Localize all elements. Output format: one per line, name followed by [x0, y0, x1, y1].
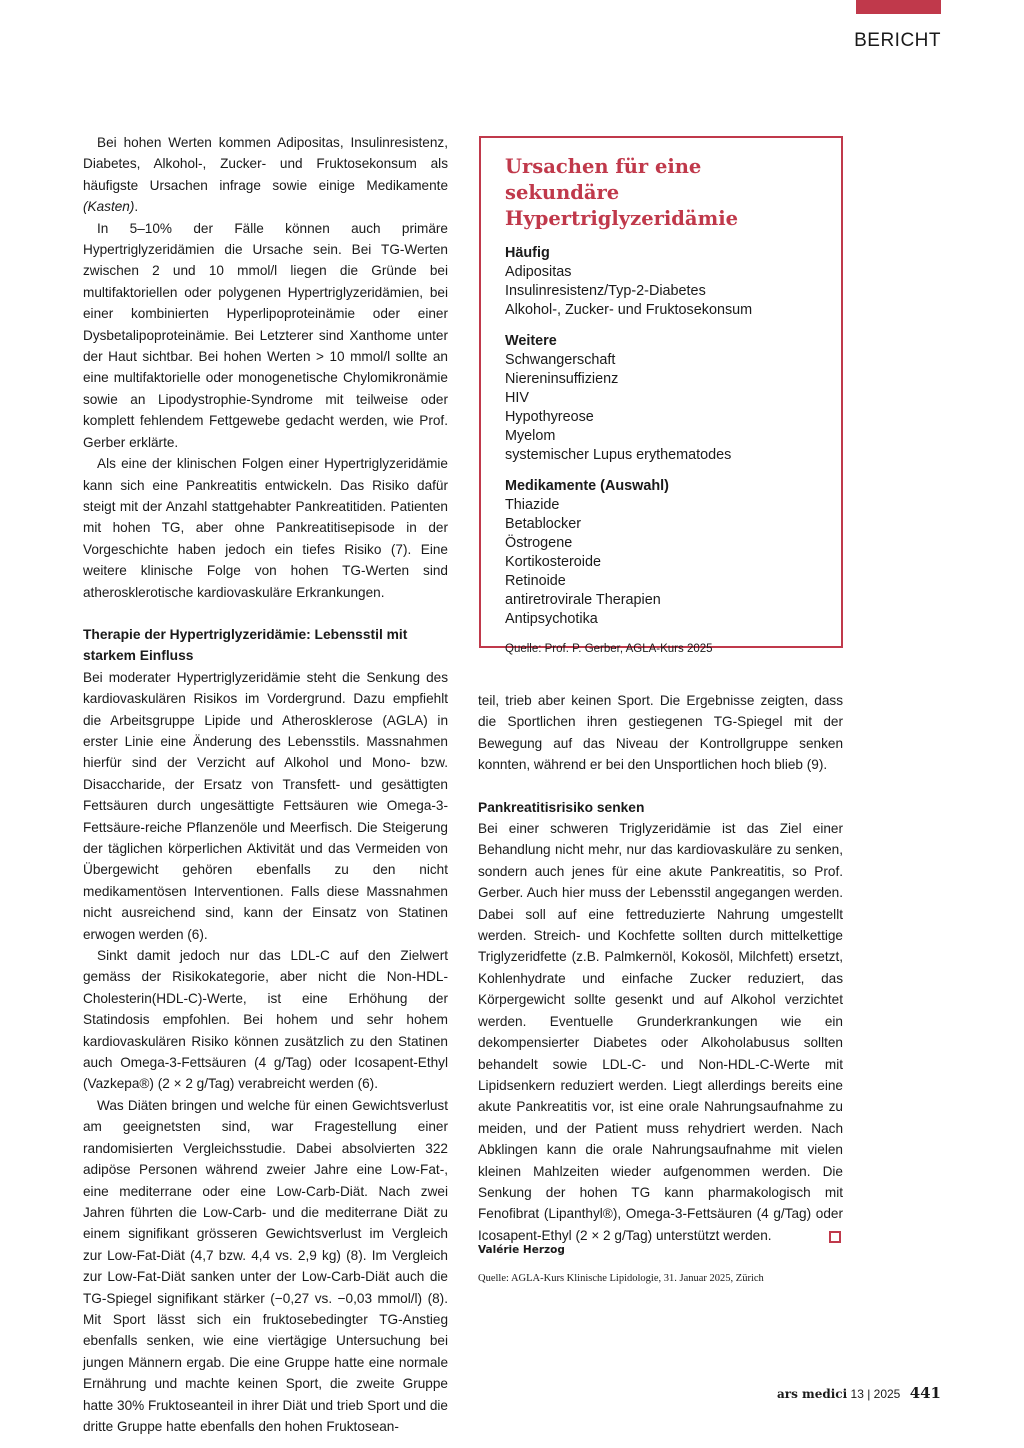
- box-group: [505, 477, 819, 629]
- issue-number: 13 | 2025: [850, 1387, 901, 1401]
- box-groups: [505, 244, 819, 629]
- box-list-item: Östrogene: [505, 535, 573, 551]
- paragraph: Bei hohen Werten kommen Adipositas, Insulinresistenz, Diabetes, Alkohol-, Zucker- und Fruktosekonsum als häufigste Ursachen infrage sowie einige Medikamente (Kasten).: [83, 135, 448, 215]
- box-title: Ursachen für eine sekundäre Hypertriglyzeridämie: [505, 155, 739, 230]
- box-list-item: Adipositas: [505, 264, 572, 280]
- box-list-item: Thiazide: [505, 497, 560, 513]
- box-list-item: Hypothyreose: [505, 409, 594, 425]
- page-footer: [777, 1384, 941, 1402]
- box-list-item: Myelom: [505, 428, 556, 444]
- source-line: Quelle: AGLA-Kurs Klinische Lipidologie, 31. Januar 2025, Zürich: [478, 1273, 764, 1284]
- paragraph: Sinkt damit jedoch nur das LDL-C auf den Zielwert gemäss der Risikokategorie, aber nicht die Non-HDL-Cholesterin(HDL-C)-Werte, ist eine Erhöhung der Statindosis empfohlen. Bei hohem und sehr hohem kardiovaskulären Risiko können zusätzlich zu den Statinen auch Omega-3-Fettsäuren (4 g/Tag) oder Icosapent-Ethyl (Vazkepa®) (2 × 2 g/Tag) verabreicht werden (6).: [83, 948, 448, 1092]
- paragraph: Bei moderater Hypertriglyzeridämie steht die Senkung des kardiovaskulären Risikos im Vordergrund. Dazu empfiehlt die Arbeitsgruppe Lipide und Atherosklerose (AGLA) in erster Linie eine Änderung des Lebensstils. Massnahmen hierfür sind der Verzicht auf Alkohol und Mono- bzw. Disaccharide, der Ersatz von Transfett- und gesättigten Fettsäuren durch ungesättigte Fettsäuren wie Omega-3-Fettsäure-reiche Pflanzenöle und Meerfisch. Die Steigerung der täglichen körperlichen Aktivität und das Vermeiden von Übergewicht gehören ebenfalls zu den nicht medikamentösen Interventionen. Falls diese Massnahmen nicht ausreichend sind, kann der Einsatz von Statinen erwogen werden (6).: [83, 669, 448, 942]
- box-group-heading: Medikamente (Auswahl): [505, 478, 669, 494]
- section-label: BERICHT: [854, 30, 941, 51]
- box-reference: (Kasten): [83, 199, 135, 215]
- paragraph: In 5–10% der Fälle können auch primäre Hypertriglyzeridämien die Ursache sein. Bei TG-Werten zwischen 2 und 10 mmol/l liegen die Gründe bei multifaktoriellen oder polygenen Hypertriglyzeridämien, bei einer kombinierten Hyperlipoproteinämie oder einer Dysbetalipoproteinämie. Bei Letzterer sind Xanthome unter der Haut sichtbar. Bei hohen Werten > 10 mmol/l sollte an eine multifaktorielle oder monogenetische Chylomikronämie sowie an Lipodystrophie-Syndrome mit teilweise oder komplett fehlendem Fettgewebe gedacht werden, wie Prof. Gerber erklärte.: [83, 220, 448, 450]
- right-column: [478, 690, 843, 1246]
- box-list-item: Retinoide: [505, 573, 566, 589]
- box-group-heading: Weitere: [505, 333, 557, 349]
- box-list-item: Antipsychotika: [505, 611, 598, 627]
- box-group: [505, 332, 819, 465]
- box-list-item: Alkohol-, Zucker- und Fruktosekonsum: [505, 302, 753, 318]
- page-number: 441: [909, 1384, 941, 1402]
- box-list-item: Niereninsuffizienz: [505, 371, 619, 387]
- box-list-item: Insulinresistenz/Typ-2-Diabetes: [505, 283, 706, 299]
- box-list-item: HIV: [505, 390, 529, 406]
- paragraph: teil, trieb aber keinen Sport. Die Ergebnisse zeigten, dass die Sportlichen ihren gestiegenen TG-Spiegel mit der Bewegung auf das Niveau der Kontrollgruppe senken konnten, während er bei den Unsportlichen hoch blieb (9).: [478, 693, 843, 773]
- box-source: Quelle: Prof. P. Gerber, AGLA-Kurs 2025: [505, 643, 713, 655]
- box-list-item: Schwangerschaft: [505, 352, 616, 368]
- paragraph: Als eine der klinischen Folgen einer Hypertriglyzeridämie kann sich eine Pankreatitis entwickeln. Das Risiko dafür steigt mit der Anzahl stattgehabter Pankreatitiden. Patienten mit hohen TG, aber ohne Pankreatitisepisode in der Vorgeschichte haben jedoch ein tiefes Risiko (7). Eine weitere klinische Folge von hohen TG-Werten sind atherosklerotische kardiovaskuläre Erkrankungen.: [83, 456, 448, 600]
- section-heading: Pankreatitisrisiko senken: [478, 799, 645, 815]
- left-column: [83, 132, 448, 1437]
- info-box: [479, 136, 843, 655]
- box-list-item: Kortikosteroide: [505, 554, 601, 570]
- box-list-item: systemischer Lupus erythematodes: [505, 447, 732, 463]
- magazine-name: ars medici: [776, 1387, 848, 1401]
- author: Valérie Herzog: [478, 1244, 565, 1256]
- box-group: [505, 244, 819, 320]
- paragraph: Bei einer schweren Triglyzeridämie ist das Ziel einer Behandlung nicht mehr, nur das kardiovaskuläre zu senken, sondern auch jenes für eine akute Pankreatitis, so Prof. Gerber. Auch hier muss der Lebensstil angegangen werden. Dabei soll auf eine fettreduzierte Nahrung umgestellt werden. Streich- und Kochfette sollten durch mittelkettige Triglyzeridfette (z.B. Palmkernöl, Kokosöl, Milchfett) ersetzt, Kohlenhydrate und einfache Zucker reduziert, das Körpergewicht sollte gesenkt und auf Alkohol verzichtet werden. Eventuelle Grunderkrankungen wie ein dekompensierter Diabetes oder Alkoholabusus sollten behandelt sowie LDL-C- und Non-HDL-C-Werte mit Lipidsenkern reduziert werden. Liegt allerdings bereits eine akute Pankreatitis vor, ist eine orale Nahrungsaufnahme zu meiden, und der Patient muss rehydriert werden. Nach Abklingen kann die orale Nahrungsaufnahme mit vielen kleinen Mahlzeiten wieder aufgenommen werden. Die Senkung der hohen TG kann pharmakologisch mit Fenofibrat (Lipanthyl®), Omega-3-Fettsäuren (4 g/Tag) oder Icosapent-Ethyl (2 × 2 g/Tag) unterstützt werden.: [478, 821, 843, 1243]
- box-group-heading: Häufig: [505, 245, 550, 261]
- header-accent-bar: [856, 0, 941, 14]
- paragraph: Was Diäten bringen und welche für einen Gewichtsverlust am geeignetsten sind, war Fragestellung einer randomisierten Vergleichsstudie. Dabei absolvierten 322 adipöse Personen während zweier Jahre eine Low-Fat-, eine mediterrane oder eine Low-Carb-Diät. Nach zwei Jahren führten die Low-Carb- und die mediterrane Diät zu einem signifikant grösseren Gewichtsverlust im Vergleich zur Low-Fat-Diät (4,7 bzw. 4,4 vs. 2,9 kg) (8). Im Vergleich zur Low-Fat-Diät sanken unter der Low-Carb-Diät auch die TG-Spiegel signifikant stärker (−0,27 vs. −0,03 mmol/l) (8). Mit Sport lässt sich ein fruktosebedingter TG-Anstieg ebenfalls senken, wie eine viertägige Untersuchung bei jungen Männern ergab. Die eine Gruppe hatte eine normale Ernährung und machte keinen Sport, die zweite Gruppe hatte 30% Fruktoseanteil in ihrer Diät und trieb Sport und die dritte Gruppe hatte ebenfalls den hohen Fruktosean-: [83, 1097, 448, 1434]
- section-heading: Therapie der Hypertriglyzeridämie: Lebensstil mit starkem Einfluss: [83, 626, 408, 664]
- box-list-item: Betablocker: [505, 516, 581, 532]
- end-of-article-icon: [829, 1231, 841, 1243]
- box-list-item: antiretrovirale Therapien: [505, 592, 661, 608]
